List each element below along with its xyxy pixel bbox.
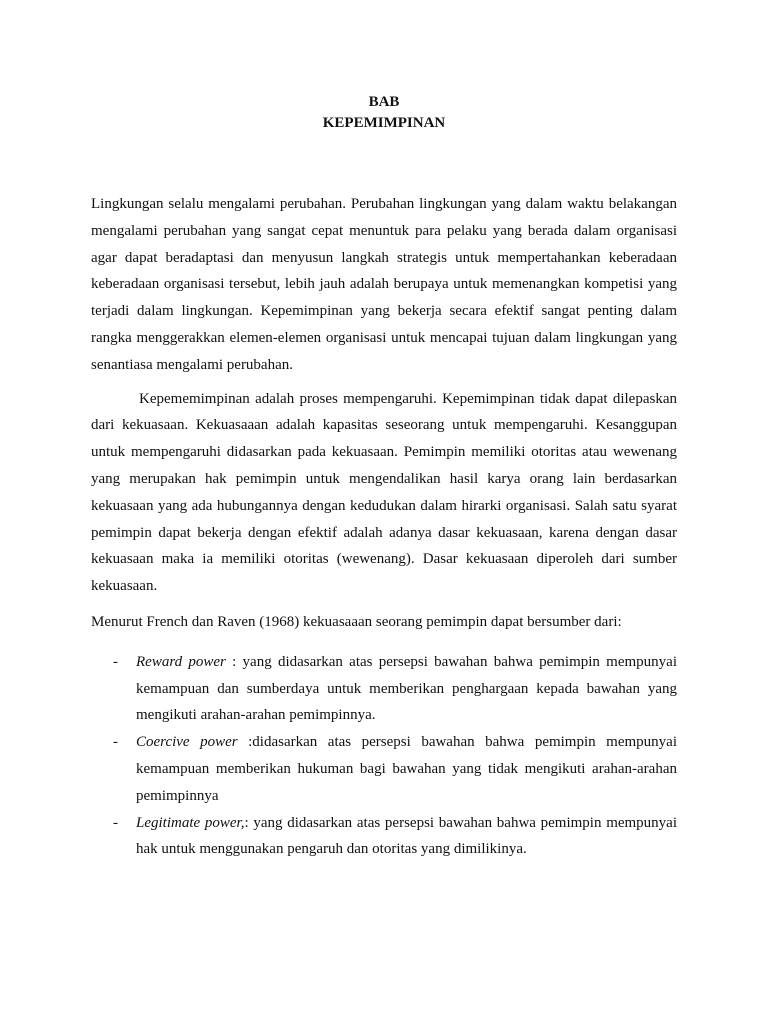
power-term: Legitimate power, [136,814,245,831]
paragraph-leadership-definition: Kepememimpinan adalah proses mempengaruhi. Kepemimpinan tidak dapat dilepaskan dari kekuasaan. Kekuasaaan adalah kapasitas seseorang untuk mempengaruhi. Kesanggupan untuk mempengaruhi didasarkan pada kekuasaan. Pemimpin memiliki otoritas atau wewenang yang merupakan hak pemimpin untuk mengendalikan hasil karya orang lain berdasarkan kekuasaan yang ada hubungannya dengan kedudukan dalam hirarki organisasi. Salah satu syarat pemimpin dapat bekerja dengan efektif adalah adanya dasar kekuasaan, karena dengan dasar kekuasaan maka ia memiliki otoritas (wewenang). Dasar kekuasaan diperoleh dari sumber kekuasaan. [91,390,677,595]
chapter-title [91,92,677,134]
power-term: Coercive power [136,734,238,751]
power-description: :didasarkan atas persepsi bawahan bahwa pemimpin mempunyai kemampuan memberikan hukuman bagi bawahan yang tidak mengikuti arahan-arahan pemimpinnya [136,734,677,804]
list-item-reward-power [91,649,677,729]
bullet-dash: - [113,734,118,751]
chapter-heading: KEPEMIMPINAN [322,115,446,131]
power-description: : yang didasarkan atas persepsi bawahan bahwa pemimpin mempunyai kemampuan dan sumberdaya untuk memberikan penghargaan kepada bawahan yang mengikuti arahan-arahan pemimpinnya. [136,653,677,724]
list-item-coercive-power [91,729,677,809]
bullet-dash: - [113,653,118,670]
document-body [91,92,677,863]
paragraph-environment-change: Lingkungan selalu mengalami perubahan. Perubahan lingkungan yang dalam waktu belakangan mengalami perubahan yang sangat cepat menuntuk para pelaku yang berada dalam organisasi agar dapat beradaptasi dan menyusun langkah strategis untuk mempertahankan keberadaan keberadaan organisasi tersebut, lebih jauh adalah berupaya untuk memenangkan kompetisi yang terjadi dalam lingkungan. Kepemimpinan yang bekerja secara efektif sangat penting dalam rangka menggerakkan elemen-elemen organisasi untuk mencapai tujuan dalam lingkungan yang senantiasa mengalami perubahan. [91,196,677,373]
power-sources-list [91,649,677,863]
bullet-dash: - [113,814,118,831]
paragraph-power-sources-intro: Menurut French dan Raven (1968) kekuasaaan seorang pemimpin dapat bersumber dari: [91,613,622,630]
list-item-legitimate-power [91,810,677,864]
power-term: Reward power [136,653,226,670]
chapter-label: BAB [368,94,400,110]
power-description: : yang didasarkan atas persepsi bawahan bahwa pemimpin mempunyai hak untuk menggunakan pengaruh dan otoritas yang dimilikinya. [136,814,678,858]
